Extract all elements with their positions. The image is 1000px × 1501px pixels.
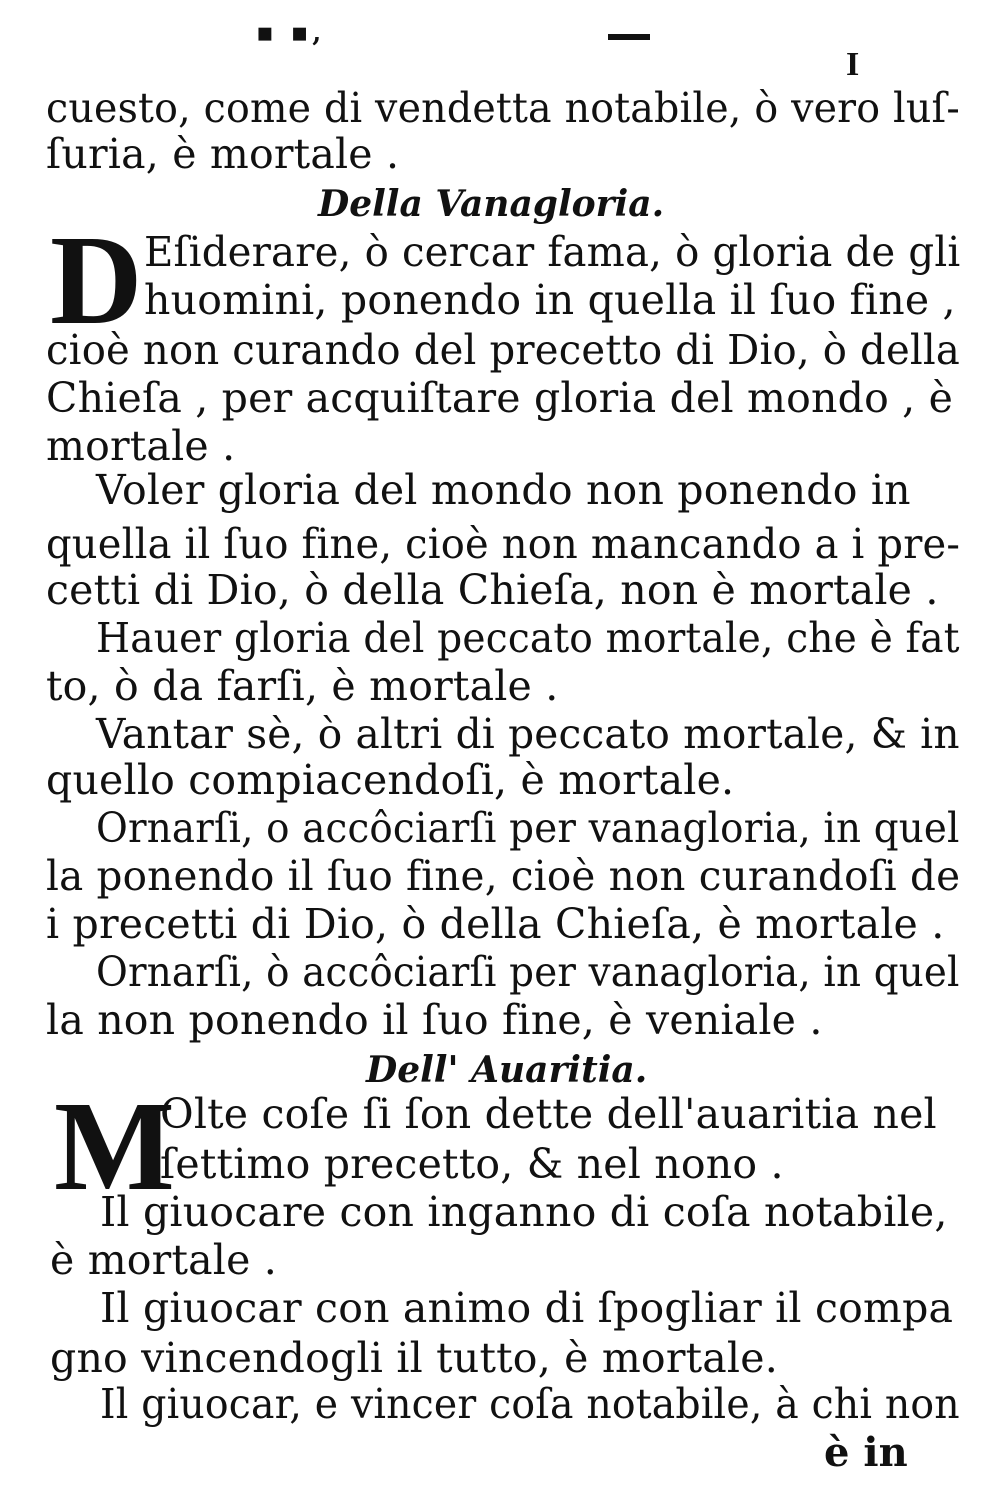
section-heading: Dell' Auaritia. xyxy=(366,1049,648,1091)
text-line: gno vincendogli il tutto, è mortale. xyxy=(50,1334,778,1382)
text-line: Il giuocar, e vincer coſa notabile, à chi non xyxy=(100,1380,960,1428)
drop-cap: D xyxy=(50,209,143,351)
text-line: quello compiacendoſi, è mortale. xyxy=(46,756,735,804)
text-line: Chieſa , per acquiſtare gloria del mondo , è xyxy=(46,374,954,422)
catchword: è in xyxy=(824,1429,908,1476)
text-line: ſuria, è mortale . xyxy=(46,130,400,178)
text-line: Il giuocar con animo di ſpogliar il compa xyxy=(100,1284,954,1332)
text-line: to, ò da farſi, è mortale . xyxy=(46,662,559,710)
text-line: Eſiderare, ò cercar fama, ò gloria de gli xyxy=(144,228,961,276)
text-line: Ornarſi, ò accôciarſi per vanagloria, in quel xyxy=(96,948,960,996)
text-line: ſettimo precetto, & nel nono . xyxy=(160,1140,784,1188)
signature-mark: I xyxy=(846,46,860,83)
text-line: cuesto, come di vendetta notabile, ò vero luſ- xyxy=(46,84,960,132)
text-line: Olte coſe ſi ſon dette dell'auaritia nel xyxy=(160,1090,937,1138)
text-line: cetti di Dio, ò della Chieſa, non è mortale . xyxy=(46,566,939,614)
text-line: i precetti di Dio, ò della Chieſa, è mortale . xyxy=(46,900,945,948)
text-line: cioè non curando del precetto di Dio, ò della xyxy=(46,326,961,374)
text-line: Voler gloria del mondo non ponendo in xyxy=(96,466,911,514)
printer-rule xyxy=(608,34,650,40)
text-line: la ponendo il ſuo fine, cioè non curandoſi de xyxy=(46,852,961,900)
text-line: Vantar sè, ò altri di peccato mortale, & in xyxy=(96,710,960,758)
printer-dots: ▪ ▪, xyxy=(256,18,326,48)
text-line: quella il ſuo fine, cioè non mancando a i pre- xyxy=(46,520,961,568)
text-line: Ornarſi, o accôciarſi per vanagloria, in quel xyxy=(96,804,960,852)
printer-marks xyxy=(250,14,670,54)
text-line: mortale . xyxy=(46,422,236,470)
section-heading: Della Vanagloria. xyxy=(318,183,665,225)
drop-cap: M xyxy=(54,1075,175,1217)
text-line: huomini, ponendo in quella il ſuo fine , xyxy=(144,276,956,324)
text-line: la non ponendo il ſuo fine, è veniale . xyxy=(46,996,823,1044)
text-line: Hauer gloria del peccato mortale, che è fat xyxy=(96,614,960,662)
text-line: Il giuocare con inganno di coſa notabile, xyxy=(100,1188,948,1236)
text-line: è mortale . xyxy=(50,1236,278,1284)
